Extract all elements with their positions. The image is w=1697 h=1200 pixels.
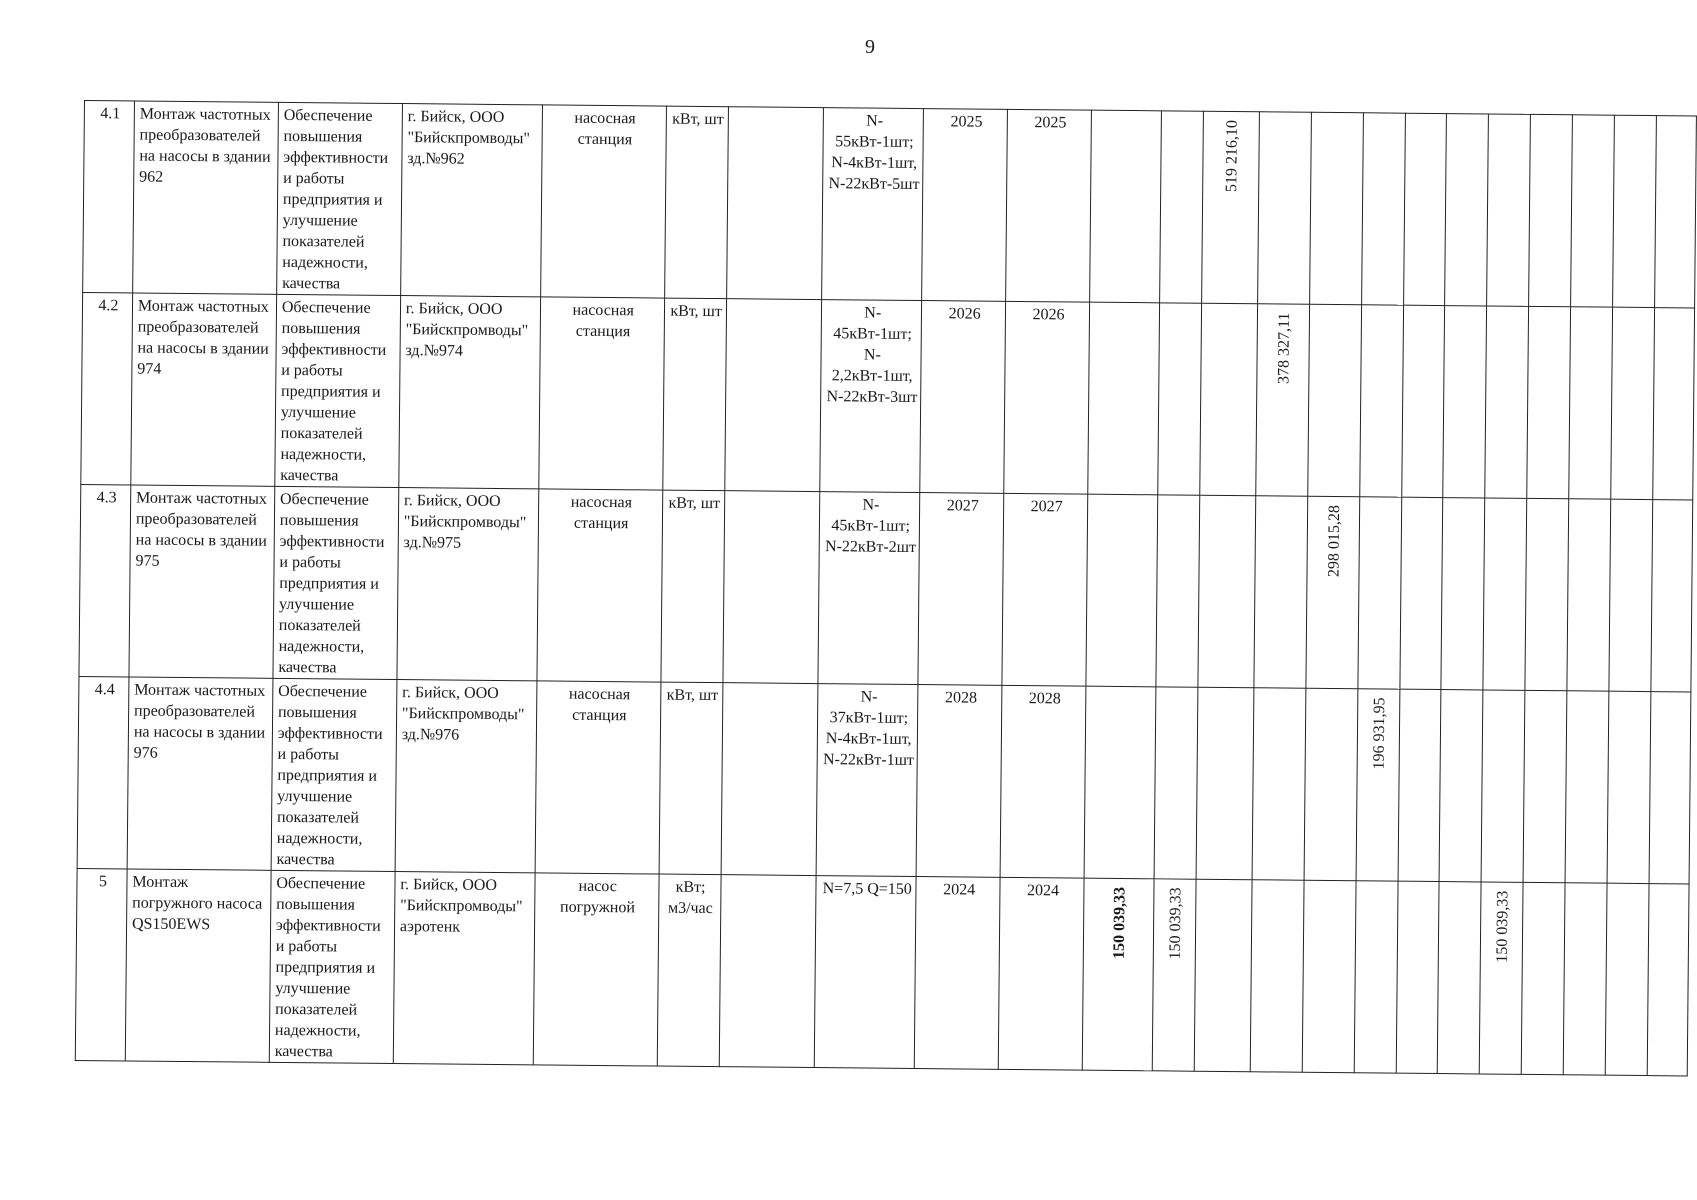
table-row — [79, 484, 1693, 691]
empty-cell — [1441, 498, 1485, 690]
empty-cell — [1613, 115, 1657, 307]
empty-cell — [1647, 884, 1689, 1076]
empty-cell — [1194, 879, 1252, 1072]
empty-cell — [1399, 497, 1443, 689]
empty-cell — [1401, 305, 1445, 497]
measure-location: г. Бийск, ООО "Бийскпромводы" аэротенк — [393, 872, 535, 1065]
measure-goal: Обеспечение повышения эффективности и работы предприятия и улучшение показателей надежности, качества — [277, 102, 403, 295]
measure-unit: кВт, шт — [661, 490, 725, 683]
empty-cell — [1154, 687, 1198, 879]
measure-goal: Обеспечение повышения эффективности и работы предприятия и улучшение показателей надежности, качества — [271, 678, 397, 871]
empty-cell — [1483, 498, 1527, 690]
amount-cell — [1306, 496, 1360, 688]
empty-cell — [1443, 306, 1487, 498]
empty-cell — [1611, 307, 1655, 499]
empty-cell — [1445, 114, 1489, 306]
empty-cell — [1529, 114, 1573, 306]
empty-cell — [1359, 305, 1403, 497]
measure-object: насосная станция — [535, 681, 661, 874]
start-year: 2025 — [922, 109, 1008, 302]
measure-name: Монтаж частотных преобразователей на насосы в здании 976 — [127, 677, 273, 870]
empty-cell — [1357, 497, 1401, 689]
empty-cell — [1487, 114, 1531, 306]
empty-cell — [1607, 691, 1651, 883]
amount-value: 298 015,28 — [1325, 504, 1343, 578]
technical-spec: N-55кВт-1шт; N-4кВт-1шт, N-22кВт-5шт — [822, 108, 924, 301]
measure-goal: Обеспечение повышения эффективности и работы предприятия и улучшение показателей надежности, качества — [269, 870, 395, 1063]
empty-cell — [1159, 111, 1203, 303]
empty-cell — [1398, 689, 1442, 881]
empty-cell — [1563, 883, 1607, 1075]
row-number: 4.3 — [79, 484, 131, 676]
empty-cell — [1521, 882, 1565, 1074]
row-number: 4.1 — [83, 101, 135, 293]
amount-cell — [1356, 689, 1400, 881]
measure-location: г. Бийск, ООО "Бийскпромводы" зд.№975 — [397, 488, 539, 681]
amount-value: 519 216,10 — [1222, 119, 1241, 193]
table-row — [75, 868, 1689, 1075]
measure-object: насосная станция — [537, 489, 663, 682]
technical-spec: N-37кВт-1шт; N-4кВт-1шт, N-22кВт-1шт — [816, 684, 918, 877]
empty-cell — [1485, 306, 1529, 498]
measure-object: насосная станция — [540, 105, 666, 298]
empty-cell — [1361, 113, 1405, 305]
empty-cell — [1254, 496, 1308, 688]
end-year: 2026 — [1004, 301, 1090, 494]
empty-cell — [1302, 880, 1356, 1072]
empty-cell — [723, 491, 821, 684]
empty-cell — [1090, 110, 1162, 303]
empty-cell — [1196, 687, 1254, 880]
empty-cell — [1605, 883, 1649, 1075]
empty-cell — [1651, 500, 1693, 692]
measure-name: Монтаж частотных преобразователей на насосы в здании 962 — [133, 101, 279, 294]
measure-goal: Обеспечение повышения эффективности и работы предприятия и улучшение показателей надежности, качества — [273, 486, 399, 679]
empty-cell — [1304, 688, 1358, 880]
start-year: 2028 — [916, 685, 1002, 878]
empty-cell — [1649, 692, 1691, 884]
empty-cell — [1158, 303, 1202, 495]
empty-cell — [1571, 115, 1615, 307]
measure-location: г. Бийск, ООО "Бийскпромводы" зд.№962 — [400, 104, 542, 297]
empty-cell — [1653, 308, 1695, 500]
measure-unit: кВт, шт — [662, 298, 726, 491]
start-year: 2024 — [915, 877, 1001, 1070]
technical-spec: N-45кВт-1шт; N-22кВт-2шт — [818, 492, 920, 685]
technical-spec: N-45кВт-1шт; N-2,2кВт-1шт, N-22кВт-3шт — [820, 300, 922, 493]
empty-cell — [1252, 688, 1306, 880]
empty-cell — [1438, 882, 1482, 1074]
empty-cell — [1527, 306, 1571, 498]
table-row — [83, 101, 1697, 308]
empty-cell — [1156, 495, 1200, 687]
amount-cell — [1255, 304, 1309, 496]
table-row — [81, 292, 1695, 499]
start-year: 2026 — [920, 301, 1006, 494]
empty-cell — [1084, 686, 1156, 879]
row-number: 5 — [75, 868, 127, 1060]
end-year: 2028 — [1000, 685, 1086, 878]
measure-location: г. Бийск, ООО "Бийскпромводы" зд.№976 — [395, 680, 537, 873]
empty-cell — [1567, 499, 1611, 691]
empty-cell — [1307, 304, 1361, 496]
empty-cell — [1257, 112, 1311, 304]
amount-value: 378 327,11 — [1275, 312, 1293, 385]
technical-spec: N=7,5 Q=150 — [815, 876, 917, 1069]
end-year: 2025 — [1006, 109, 1092, 302]
empty-cell — [724, 299, 822, 492]
measure-location: г. Бийск, ООО "Бийскпромводы" зд.№974 — [399, 296, 541, 489]
amount-cell — [1201, 111, 1259, 304]
empty-cell — [1250, 880, 1304, 1072]
amount-cell — [1152, 879, 1196, 1071]
amount-value: 196 931,95 — [1370, 697, 1388, 770]
measure-object: насос погружной — [533, 873, 659, 1066]
amount-value: 150 039,33 — [1166, 887, 1185, 960]
row-number: 4.2 — [81, 292, 133, 484]
measure-name: Монтаж частотных преобразователей на насосы в здании 975 — [129, 485, 275, 678]
empty-cell — [1396, 881, 1440, 1073]
measure-name: Монтаж частотных преобразователей на насосы в здании 974 — [131, 293, 277, 486]
measure-unit: кВт; м3/час — [657, 874, 721, 1067]
empty-cell — [726, 107, 824, 300]
total-cell — [1082, 878, 1154, 1071]
empty-cell — [1439, 690, 1483, 882]
empty-cell — [1525, 498, 1569, 690]
measure-unit: кВт, шт — [659, 682, 723, 875]
empty-cell — [1565, 691, 1609, 883]
empty-cell — [1354, 881, 1398, 1073]
end-year: 2027 — [1002, 493, 1088, 686]
start-year: 2027 — [918, 493, 1004, 686]
investment-program-table — [75, 100, 1697, 1076]
empty-cell — [1481, 690, 1525, 882]
measure-goal: Обеспечение повышения эффективности и работы предприятия и улучшение показателей надежности, качества — [275, 294, 401, 487]
empty-cell — [1088, 302, 1160, 495]
measure-unit: кВт, шт — [664, 106, 728, 299]
amount-value: 150 039,33 — [1494, 890, 1512, 963]
empty-cell — [1523, 690, 1567, 882]
row-number: 4.4 — [77, 676, 129, 868]
empty-cell — [1655, 116, 1697, 308]
empty-cell — [1569, 307, 1613, 499]
amount-cell — [1480, 882, 1524, 1074]
empty-cell — [1086, 494, 1158, 687]
empty-cell — [1198, 495, 1256, 688]
measure-name: Монтаж погружного насоса QS150EWS — [125, 869, 271, 1062]
empty-cell — [1200, 303, 1258, 496]
empty-cell — [721, 683, 819, 876]
empty-cell — [719, 875, 817, 1068]
end-year: 2024 — [998, 877, 1084, 1070]
table-row — [77, 676, 1691, 883]
empty-cell — [1309, 112, 1363, 304]
empty-cell — [1403, 113, 1447, 305]
empty-cell — [1609, 499, 1653, 691]
measure-object: насосная станция — [539, 297, 665, 490]
page-number: 9 — [865, 36, 875, 58]
investment-program-table-wrap — [75, 100, 1697, 1076]
total-value: 150 039,33 — [1110, 886, 1129, 960]
